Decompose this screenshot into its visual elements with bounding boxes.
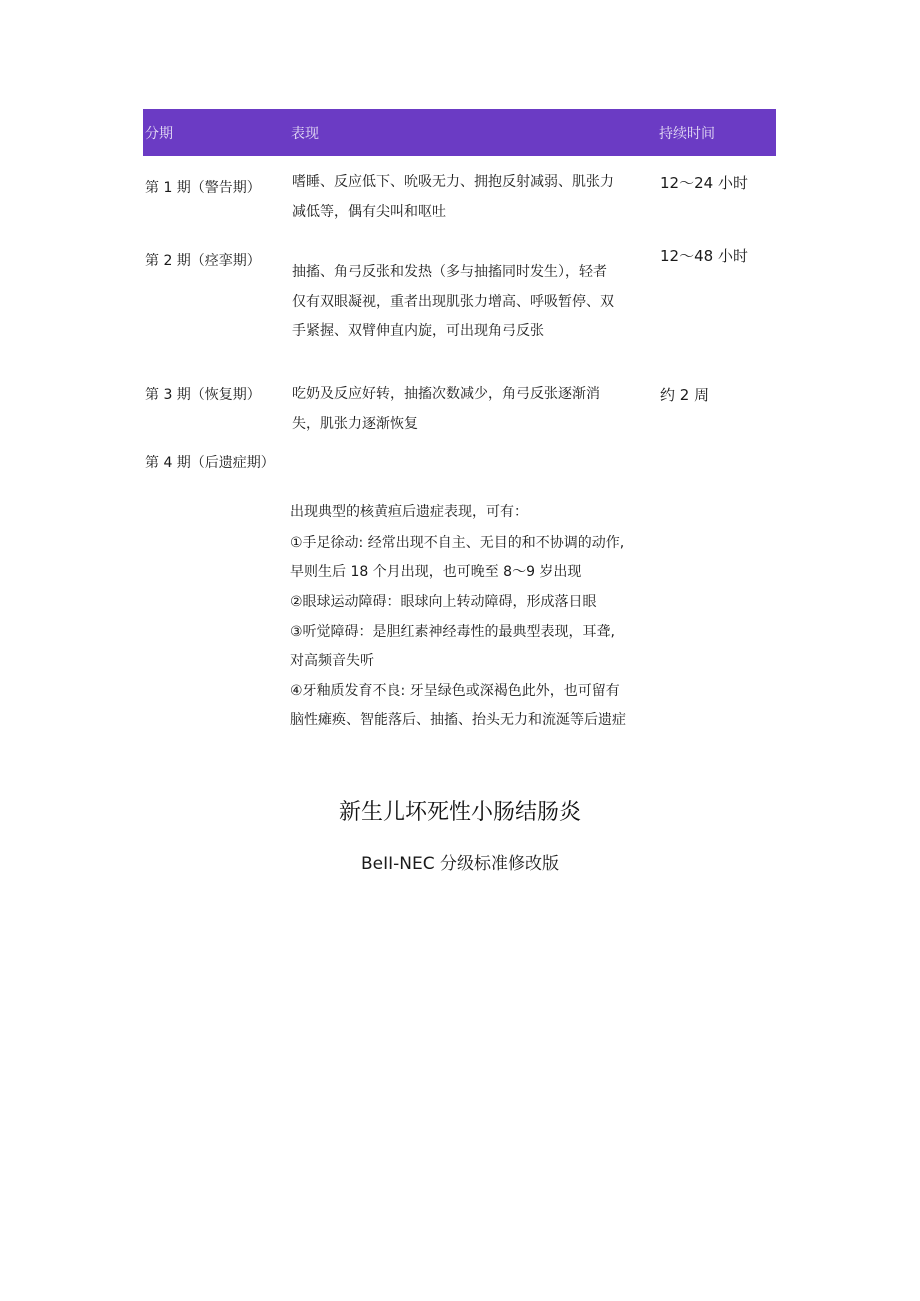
stage-label: 第 1 期（警告期） <box>145 180 261 196</box>
stage-label: 第 3 期（恢复期） <box>145 387 261 403</box>
sequelae-line: 对高频音失听 <box>290 653 374 669</box>
duration-text: 12～24 小时 <box>660 174 748 192</box>
stage-label: 第 4 期（后遗症期） <box>145 455 275 471</box>
sequelae-line: ④牙釉质发育不良: 牙呈绿色或深褐色此外，也可留有 <box>290 683 620 699</box>
header-stage: 分期 <box>145 126 173 142</box>
stage-label: 第 2 期（痉挛期） <box>145 253 261 269</box>
section-title: 新生儿坏死性小肠结肠炎 <box>338 800 581 825</box>
sequelae-line: ①手足徐动: 经常出现不自主、无目的和不协调的动作, <box>290 535 625 551</box>
section-subtitle: BeII-NEC 分级标准修改版 <box>360 854 559 874</box>
duration-text: 约 2 周 <box>660 386 710 404</box>
manifestation-text: 抽搐、角弓反张和发热（多与抽搐同时发生），轻者 仅有双眼凝视，重者出现肌张力增高、呼吸暂停、双 手紧握、双臂伸直内旋，可出现角弓反张 <box>292 264 614 340</box>
header-duration: 持续时间 <box>659 126 715 142</box>
manifestation-text: 嗜睡、反应低下、吮吸无力、拥抱反射减弱、肌张力 减低等，偶有尖叫和呕吐 <box>292 174 614 220</box>
table-header <box>143 109 776 156</box>
duration-text: 12～48 小时 <box>660 247 748 265</box>
sequelae-line: ③听觉障碍：是胆红素神经毒性的最典型表现，耳聋, <box>290 624 615 640</box>
manifestation-text: 吃奶及反应好转，抽搐次数减少，角弓反张逐渐消 失，肌张力逐渐恢复 <box>292 386 600 432</box>
sequelae-line: 脑性瘫痪、智能落后、抽搐、抬头无力和流涎等后遗症 <box>290 712 626 728</box>
header-manifestation: 表现 <box>291 126 319 142</box>
sequelae-line: 出现典型的核黄疸后遗症表现，可有： <box>290 504 528 520</box>
sequelae-line: 早则生后 18 个月出现，也可晚至 8～9 岁出现 <box>290 564 582 580</box>
sequelae-line: ②眼球运动障碍：眼球向上转动障碍，形成落日眼 <box>290 594 597 610</box>
